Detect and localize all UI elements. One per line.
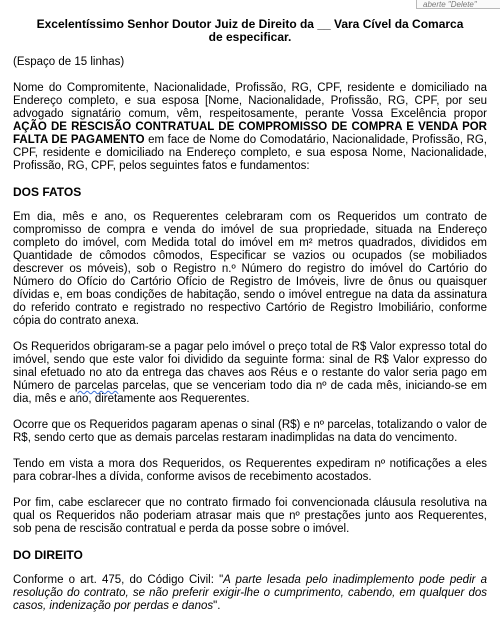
fatos-2-text-1: Os Requeridos obrigaram-se a pagar pelo imóvel o preço total de R$ Valor expresso total do imóvel, sendo que este valor foi dividido da seguinte forma: sinal de R$ Valor expresso do sinal efetuado no ato da entrega das chaves aos Réus e o restante do valor seria pago em Número de: [13, 341, 487, 392]
delete-hint-note: aberte "Delete": [416, 0, 500, 9]
heading-line-2: de especificar.: [208, 30, 292, 44]
fatos-paragraph-4: Tendo em vista a mora dos Requeridos, os Requerentes expediram nº notificações a eles para cobrar-lhes a dívida, conforme avisos de recebimento acostados.: [13, 458, 487, 483]
fatos-2-text-2: parcelas, que se venceriam todo dia nº de cada mês, iniciando-se em dia, mês e ano, diretamente aos Requerentes.: [13, 380, 487, 405]
direito-text-1: Conforme o art. 475, do Código Civil: ": [13, 574, 224, 586]
section-heading-direito: DO DIREITO: [13, 548, 83, 562]
spacing-note: (Espaço de 15 linhas): [13, 56, 125, 68]
spellcheck-word: parcelas: [74, 380, 119, 392]
action-title: AÇÃO DE RESCISÃO CONTRATUAL DE COMPROMISSO DE COMPRA E VENDA POR FALTA DE PAGAMENTO: [13, 121, 487, 146]
civil-code-quote: A parte lesada pelo inadimplemento pode pedir a resolução do contrato, se não preferir exigir-lhe o cumprimento, cabendo, em qualquer dos casos, indenização por perdas e danos: [13, 574, 488, 612]
intro-text-2: em face de Nome do Comodatário, Nacionalidade, Profissão, RG, CPF, residente e domiciliado na Endereço completo, e sua esposa Nome, Nacionalidade, Profissão, RG, CPF, pelos seguintes fatos e fundamentos:: [13, 134, 487, 172]
section-heading-fatos: DOS FATOS: [13, 185, 82, 199]
heading-line-1: Excelentíssimo Senhor Doutor Juiz de Direito da __ Vara Cível da Comarca: [36, 17, 464, 31]
fatos-paragraph-3: Ocorre que os Requeridos pagaram apenas o sinal (R$) e nº parcelas, totalizando o valor de R$, sendo certo que as demais parcelas restaram inadimplidas na data do vencimento.: [13, 419, 487, 444]
intro-text-1: Nome do Compromitente, Nacionalidade, Profissão, RG, CPF, residente e domiciliado na Endereço completo, e sua esposa [Nome, Nacionalidade, Profissão, RG, CPF, por seu advogado signatário comum, vêm, respeitosamente, perante Vossa Excelência propor: [13, 82, 487, 120]
direito-paragraph: [13, 574, 487, 613]
petition-heading: [13, 18, 487, 44]
document-page: [13, 18, 487, 626]
fatos-paragraph-5: Por fim, cabe esclarecer que no contrato firmado foi convencionada cláusula resolutiva na qual os Requeridos não poderiam atrasar mais que nº prestações junto aos Requerentes, sob pena de rescisão contratual e perda da posse sobre o imóvel.: [13, 497, 487, 535]
fatos-paragraph-2: [13, 341, 487, 406]
fatos-paragraph-1: Em dia, mês e ano, os Requerentes celebraram com os Requeridos um contrato de compromisso de compra e venda do imóvel de sua propriedade, situada na Endereço completo do imóvel, com Medida total do imóvel em m² metros quadrados, divididos em Quantidade de cômodos cômodos, Especificar se vazios ou ocupados (se mobiliados descrever os móveis), sob o Registro n.º Número do registro do imóvel do Cartório do Número do Ofício do Cartório Ofício de Registro de Imóveis, livre de ônus ou quaisquer dívidas e, em boas condições de habitação, sendo o imóvel entregue na data da assinatura do referido contrato e registrado no respectivo Cartório de Registro Imobiliário, conforme cópia do contrato anexa.: [13, 211, 487, 327]
intro-paragraph: [13, 82, 487, 173]
direito-text-2: ".: [213, 600, 221, 612]
